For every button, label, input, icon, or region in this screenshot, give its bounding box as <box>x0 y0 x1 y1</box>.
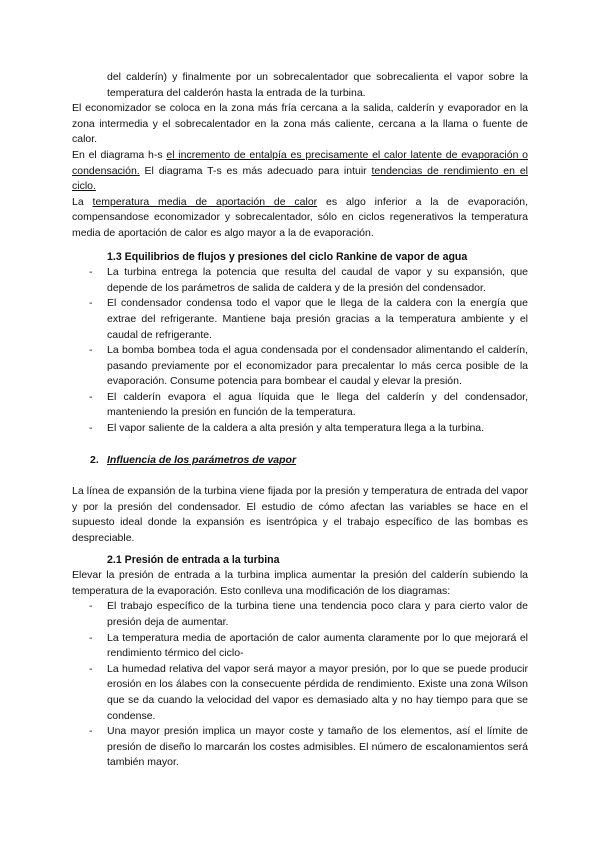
list-item: - El calderín evapora el agua líquida que le llega del calderín y del condensador, manteniendo la presión en función de la temperatura. <box>89 390 528 419</box>
economizer-paragraph: El economizador se coloca en la zona más fría cercana a la salida, calderín y evaporador en la zona intermedia y el sobrecalentador en la zona más caliente, cercana a la llama o fuente de calor. <box>72 102 528 146</box>
hs-diagram-paragraph <box>72 148 528 195</box>
section-2-title: Influencia de los parámetros de vapor <box>107 453 297 466</box>
hs-underlined-latent-heat: el incremento de entalpía es precisamente el calor latente de evaporación o condensación. <box>72 148 528 177</box>
section-2-1-intro: Elevar la presión de entrada a la turbina implica aumentar la presión del calderín subiendo la temperatura de la evaporación. Esto conlleva una modificación de los diagramas: <box>72 569 528 597</box>
section-2-1-list <box>72 599 528 771</box>
tm-underlined: temperatura media de aportación de calor <box>92 195 318 208</box>
section-1-3-list <box>72 265 528 437</box>
continuation-paragraph: del calderín) y finalmente por un sobrecalentador que sobrecalienta el vapor sobre la temperatura del calderón hasta la entrada de la turbina. <box>107 71 528 99</box>
list-item: - El vapor saliente de la caldera a alta presión y alta temperatura llega a la turbina. <box>89 422 485 435</box>
list-item: - El condensador condensa todo el vapor que le llega de la caldera con la energía que extrae del refrigerante. Mantiene baja presión gracias a la temperatura ambiente y el caudal de refrigerante. <box>89 297 528 341</box>
list-item: - La turbina entrega la potencia que resulta del caudal de vapor y su expansión, que depende de los parámetros de salida de caldera y de la presión del condensador. <box>89 266 528 294</box>
section-2-1-heading: 2.1 Presión de entrada a la turbina <box>107 553 280 566</box>
list-item: - La humedad relativa del vapor será mayor a mayor presión, por lo que se puede producir erosión en los álabes con la consecuente pérdida de rendimiento. Existe una zona Wilson que se da cuando la velocidad del vapor es demasiado alta y no hay tiempo para que se condense. <box>89 662 528 722</box>
section-1-3-heading: 1.3 Equilibrios de flujos y presiones del ciclo Rankine de vapor de agua <box>107 250 468 263</box>
mean-temperature-paragraph <box>72 195 528 242</box>
section-2-body: La línea de expansión de la turbina viene fijada por la presión y temperatura de entrada del vapor y por la presión del condensador. El estudio de cómo afectan las variables se hace en el supuesto ideal donde la expansión es isentrópica y el trabajo específico de las bombas es despreciable. <box>72 485 528 545</box>
list-item: - La bomba bombea toda el agua condensada por el condensador alimentando el calderín, pasando previamente por el economizador para precalentar lo más cerca posible de la evaporación. Consume potencia para bombear el caudal y elevar la presión. <box>89 344 528 388</box>
hs-text-a: En el diagrama h-s <box>72 148 167 161</box>
tm-text-c: es algo inferior a la de evaporación, compensandose economizador y sobrecalentador, sólo en ciclos regenerativos la temperatura media de aportación de calor es algo mayor a la de evaporación. <box>72 195 528 239</box>
list-item: - Una mayor presión implica un mayor coste y tamaño de los elementos, así el límite de presión de diseño lo marcarán los costes admisibles. El número de escalonamientos será también mayor. <box>89 725 528 769</box>
section-2-heading <box>72 453 528 469</box>
section-2-number: 2. <box>90 453 99 466</box>
list-item: - El trabajo específico de la turbina tiene una tendencia poco clara y para cierto valor de presión deja de aumentar. <box>89 600 528 628</box>
tm-text-a: La <box>72 195 93 208</box>
hs-underlined-tendencies: tendencias de rendimiento en el ciclo. <box>72 164 528 193</box>
list-item: - La temperatura media de aportación de calor aumenta claramente por lo que mejorará el rendimiento térmico del ciclo- <box>89 631 528 660</box>
document-page <box>72 70 528 771</box>
hs-text-c: El diagrama T-s es más adecuado para intuir <box>139 164 372 177</box>
